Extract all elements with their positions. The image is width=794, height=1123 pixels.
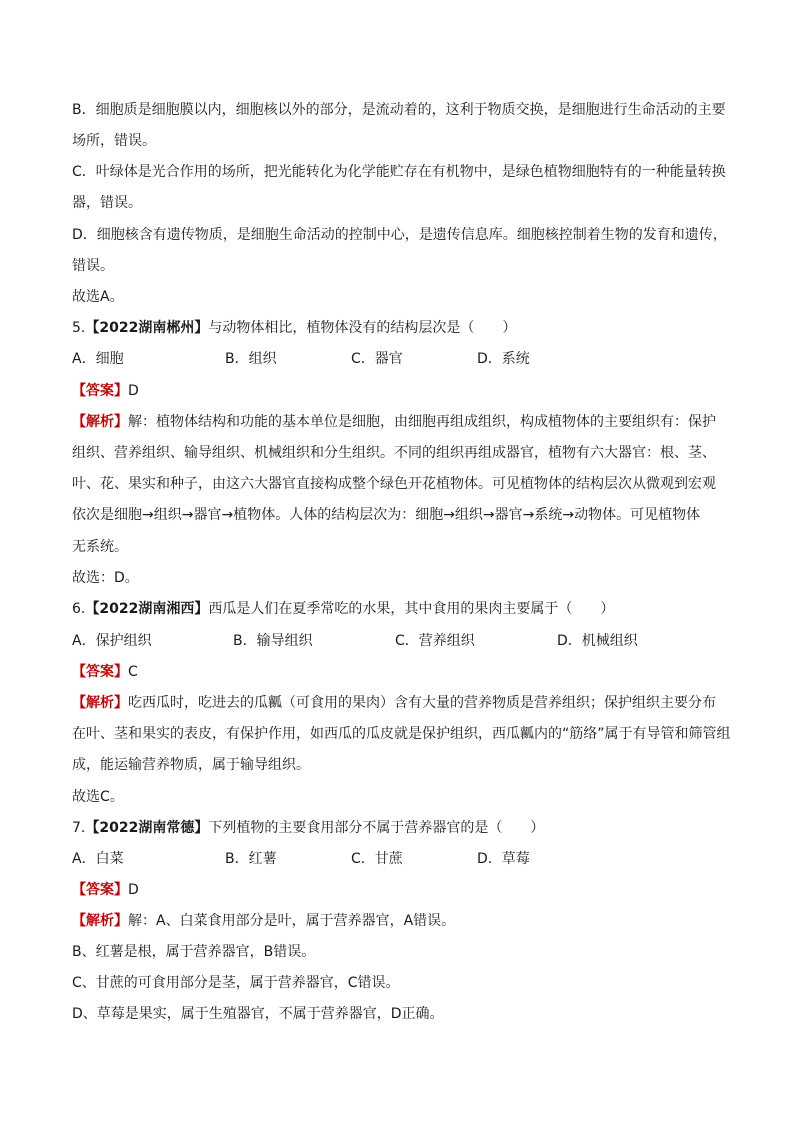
- question-source: 【2022湖南郴州】: [85, 320, 209, 336]
- q5-option-a: A．细胞: [72, 351, 124, 367]
- q6-option-a: A．保护组织: [72, 633, 152, 649]
- answer-tag: 【答案】: [72, 383, 128, 399]
- question-7-stem: [72, 818, 732, 838]
- q5-analysis-line-3: 叶、花、果实和种子，由这六大器官直接构成整个绿色开花植物体。可见植物体的结构层次从微观到宏观: [72, 476, 716, 492]
- option-d-explanation-cont: 错误。: [72, 258, 114, 274]
- question-source: 【2022湖南常德】: [85, 820, 209, 836]
- option-b-explanation-cont: 场所，错误。: [72, 133, 156, 149]
- option-c-explanation-cont: 器，错误。: [72, 195, 142, 211]
- q7-analysis-line-4: D、草莓是果实，属于生殖器官，不属于营养器官，D正确。: [72, 1006, 444, 1022]
- analysis-tag: 【解析】: [72, 913, 128, 929]
- q6-conclusion: 故选C。: [72, 789, 124, 805]
- q5-analysis-line-1: [72, 412, 732, 432]
- analysis-text: 解：植物体结构和功能的基本单位是细胞，由细胞再组成组织，构成植物体的主要组织有：保护: [128, 414, 716, 430]
- question-number: 5.: [72, 320, 86, 336]
- option-d-explanation: D．细胞核含有遗传物质，是细胞生命活动的控制中心，是遗传信息库。细胞核控制着生物的发育和遗传，: [72, 227, 727, 243]
- q6-answer: [72, 662, 732, 682]
- q7-analysis-line-1: [72, 911, 732, 931]
- answer-value: D: [128, 882, 139, 898]
- analysis-tag: 【解析】: [72, 414, 128, 430]
- q5-analysis-line-5: 无系统。: [72, 539, 128, 555]
- q5-conclusion: 故选：D。: [72, 570, 139, 586]
- q5-analysis-line-2: 组织、营养组织、输导组织、机械组织和分生组织。不同的组织再组成器官，植物有六大器官：根、茎、: [72, 445, 716, 461]
- analysis-tag: 【解析】: [72, 695, 128, 711]
- question-number: 6.: [72, 601, 86, 617]
- question-text: 下列植物的主要食用部分不属于营养器官的是（ ）: [208, 820, 545, 836]
- question-5-stem: [72, 318, 732, 338]
- question-text: 西瓜是人们在夏季常吃的水果，其中食用的果肉主要属于（ ）: [208, 601, 615, 617]
- q7-option-d: D．草莓: [477, 851, 530, 867]
- question-text: 与动物体相比，植物体没有的结构层次是（ ）: [208, 320, 517, 336]
- q6-option-d: D．机械组织: [557, 633, 638, 649]
- q6-analysis-line-1: [72, 693, 732, 713]
- answer-tag: 【答案】: [72, 882, 128, 898]
- question-number: 7.: [72, 820, 86, 836]
- q5-option-b: B．组织: [225, 351, 277, 367]
- question-source: 【2022湖南湘西】: [85, 601, 209, 617]
- q7-option-b: B．红薯: [225, 851, 277, 867]
- q5-analysis-line-4: 依次是细胞→组织→器官→植物体。人体的结构层次为：细胞→组织→器官→系统→动物体。可见植物体: [72, 507, 701, 523]
- q7-answer: [72, 880, 732, 900]
- q6-option-c: C．营养组织: [395, 633, 475, 649]
- q5-option-c: C．器官: [351, 351, 403, 367]
- q6-analysis-line-2: 在叶、茎和果实的表皮，有保护作用，如西瓜的瓜皮就是保护组织，西瓜瓤内的“筋络”属于有导管和筛管组: [72, 726, 731, 742]
- q6-analysis-line-3: 成，能运输营养物质，属于输导组织。: [72, 757, 310, 773]
- analysis-text: 解：A、白菜食用部分是叶，属于营养器官，A错误。: [128, 913, 456, 929]
- q7-analysis-line-2: B、红薯是根，属于营养器官，B错误。: [72, 944, 316, 960]
- question-6-stem: [72, 599, 732, 619]
- q7-option-c: C．甘蔗: [351, 851, 403, 867]
- answer-value: C: [128, 664, 138, 680]
- q7-analysis-line-3: C、甘蔗的可食用部分是茎，属于营养器官，C错误。: [72, 975, 400, 991]
- q6-option-b: B．输导组织: [233, 633, 313, 649]
- option-b-explanation: B．细胞质是细胞膜以内，细胞核以外的部分，是流动着的，这利于物质交换，是细胞进行生命活动的主要: [72, 102, 726, 118]
- q5-option-d: D．系统: [477, 351, 530, 367]
- analysis-text: 吃西瓜时，吃进去的瓜瓤（可食用的果肉）含有大量的营养物质是营养组织；保护组织主要分布: [128, 695, 716, 711]
- answer-tag: 【答案】: [72, 664, 128, 680]
- prev-conclusion: 故选A。: [72, 289, 124, 305]
- answer-value: D: [128, 383, 139, 399]
- q5-answer: [72, 381, 732, 401]
- option-c-explanation: C．叶绿体是光合作用的场所，把光能转化为化学能贮存在有机物中，是绿色植物细胞特有的一种能量转换: [72, 164, 726, 180]
- q7-option-a: A．白菜: [72, 851, 124, 867]
